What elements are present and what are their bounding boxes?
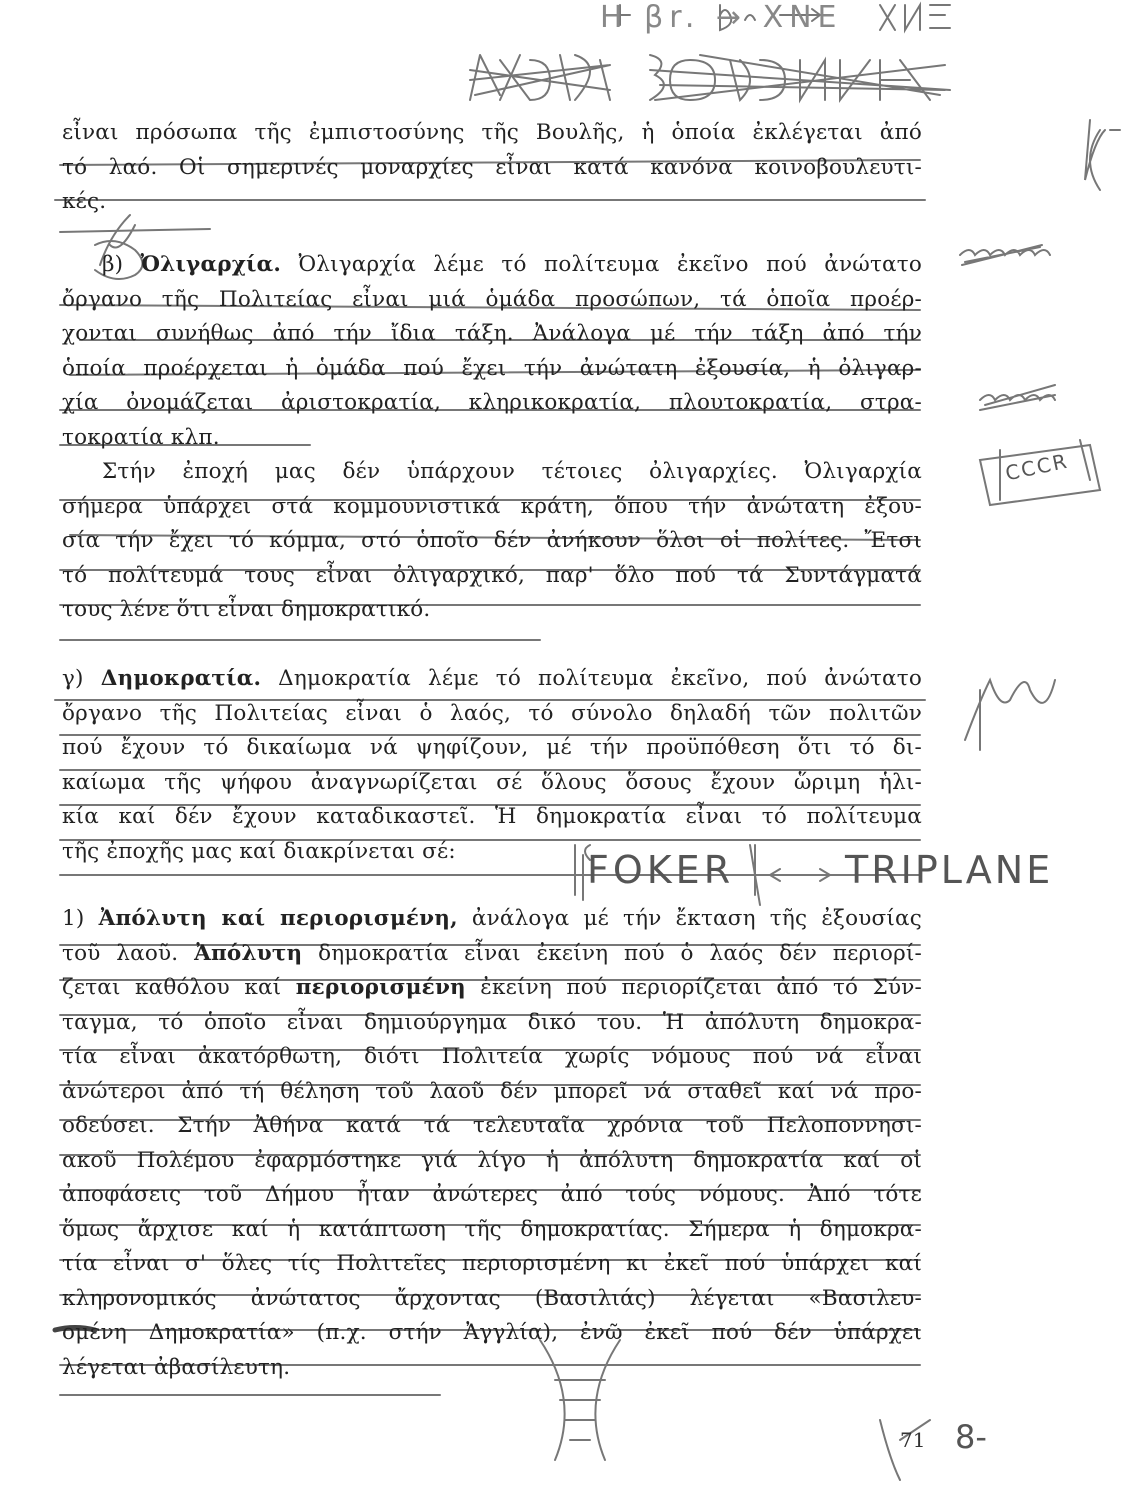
section-heading-line <box>62 248 922 283</box>
text-line: τοκρατία κλπ. <box>62 424 220 450</box>
text-line <box>62 937 922 972</box>
text-line: κληρονομικός ἀνώτατος ἄρχοντας (Βασιλιάς) λέγεται «Βασιλευ- <box>62 1285 922 1311</box>
text-line <box>62 971 922 1006</box>
text-line: ταγμα, τό ὁποῖο εἶναι δημιούργημα δικό του. Ἡ ἀπόλυτη δημοκρα- <box>62 1009 922 1035</box>
section-heading-line <box>62 662 922 697</box>
text-line: ἀποφάσεις τοῦ Δήμου ἦταν ἀνώτερες ἀπό τούς νόμους. Ἀπό τότε <box>62 1182 922 1207</box>
section-democracy <box>62 662 922 869</box>
text-line: τῆς ἐποχῆς μας καί διακρίνεται σέ: <box>62 838 456 864</box>
text-line: πού ἔχουν τό δικαίωμα νά ψηφίζουν, μέ τήν προϋπόθεση ὅτι τό δι- <box>62 735 922 760</box>
text-line: Στήν ἐποχή μας δέν ὑπάρχουν τέτοιες ὀλιγαρχίες. Ὀλιγαρχία <box>102 459 922 484</box>
bold-term: περιορισμένη <box>295 975 466 1000</box>
section-heading: Ἀπόλυτη καί περιορισμένη, <box>98 906 458 931</box>
text-fragment: ἐκείνη πού περιορίζεται ἀπό τό Σύν- <box>465 975 923 1000</box>
section-label: γ) <box>62 666 84 691</box>
section-heading: Δημοκρατία. <box>100 666 262 691</box>
foker-note: FOKER <box>587 848 735 892</box>
text-line: σήμερα ὑπάρχει στά κομμουνιστικά κράτη, ὅπου τήν ἀνώτατη ἐξου- <box>62 493 922 519</box>
text-line: οδεύσει. Στήν Ἀθήνα κατά τά τελευταῖα χρόνια τοῦ Πελοποννησι- <box>62 1113 922 1138</box>
text-line: τία εἶναι ἀκατόρθωτη, διότι Πολιτεία χωρίς νόμους πού νά εἶναι <box>62 1044 922 1069</box>
text-line: εἶναι πρόσωπα τῆς ἐμπιστοσύνης τῆς Βουλῆς, ἡ ὁποία ἐκλέγεται ἀπό <box>62 120 922 145</box>
bold-term: Ἀπόλυτη <box>194 940 303 966</box>
paragraph-intro <box>62 116 922 220</box>
text-line: ὄργανο τῆς Πολιτείας εἶναι ὁ λαός, τό σύνολο δηλαδή τῶν πολιτῶν <box>62 700 922 726</box>
text-line: καίωμα τῆς ψήφου ἀναγνωρίζεται σέ ὅλους ὅσους ἔχουν ὥριμη ἡλι- <box>62 769 922 795</box>
text-fragment: ἀνάλογα μέ τήν ἔκταση τῆς ἐξουσίας <box>457 906 922 931</box>
text-line: ὅμως ἄρχισε καί ἡ κατάπτωση τῆς δημοκρατίας. Σήμερα ἡ δημοκρα- <box>62 1216 922 1242</box>
text-line: ὁποία προέρχεται ἡ ὁμάδα πού ἔχει τήν ἀνώτατη ἐξουσία, ἡ ὀλιγαρ- <box>62 355 922 381</box>
text-fragment: Ὀλιγαρχία λέμε τό πολίτευμα ἐκεῖνο πού ἀνώτατο <box>281 252 923 277</box>
text-line: τό πολίτευμά τους εἶναι ὀλιγαρχικό, παρ' ὅλο πού τά Συντάγματά <box>62 562 922 588</box>
text-line: σία τήν ἔχει τό κόμμα, στό ὁποῖο δέν ἀνήκουν ὅλοι οἱ πολίτες. Ἔτσι <box>62 528 922 553</box>
section-absolute-limited <box>62 902 922 1385</box>
text-line: ἀνώτεροι ἀπό τή θέληση τοῦ λαοῦ δέν μπορεῖ νά σταθεῖ καί νά προ- <box>62 1078 922 1104</box>
cccr-note: CCCR <box>1003 448 1071 486</box>
top-note: H βr. → ΧΝΕ <box>600 0 843 35</box>
text-line: τους λένε ὅτι εἶναι δημοκρατικό. <box>62 597 431 622</box>
text-fragment: τοῦ λαοῦ. <box>62 940 195 966</box>
section-label: β) <box>102 252 124 277</box>
text-fragment: δημοκρατία εἶναι ἐκείνη πού ὁ λαός δέν περιορί- <box>302 940 922 966</box>
text-line: ακοῦ Πολέμου ἐφαρμόστηκε γιά λίγο ἡ ἀπόλυτη δημοκρατία καί οἱ <box>62 1147 922 1173</box>
text-line: ομένη Δημοκρατία» (π.χ. στήν Ἀγγλία), ἐνῶ ἐκεῖ πού δέν ὑπάρχει <box>62 1320 922 1345</box>
text-line: ὄργανο τῆς Πολιτείας εἶναι μιά ὁμάδα προσώπων, τά ὁποῖα προέρ- <box>62 286 922 312</box>
text-line: χονται συνήθως ἀπό τήν ἴδια τάξη. Ἀνάλογα μέ τήν τάξη ἀπό τήν <box>62 321 922 346</box>
page-number: 71 <box>900 1428 926 1452</box>
section-label: 1) <box>62 906 99 931</box>
text-line: τία εἶναι σ' ὅλες τίς Πολιτεῖες περιορισμένη κι ἐκεῖ πού ὑπάρχει καί <box>62 1251 922 1276</box>
text-fragment: Δημοκρατία λέμε τό πολίτευμα ἐκεῖνο, πού ἀνώτατο <box>261 666 922 691</box>
bottom-mark: 8- <box>955 1418 987 1456</box>
triplane-note: TRIPLANE <box>845 848 1054 892</box>
text-line: κές. <box>62 189 107 214</box>
text-line: κία καί δέν ἔχουν καταδικαστεῖ. Ἡ δημοκρατία εἶναι τό πολίτευμα <box>62 804 922 829</box>
section-heading: Ὀλιγαρχία. <box>140 252 282 277</box>
text-line: χία ὀνομάζεται ἀριστοκρατία, κληρικοκρατία, πλουτοκρατία, στρα- <box>62 390 922 415</box>
text-line: τό λαό. Οἱ σημερινές μοναρχίες εἶναι κατά κανόνα κοινοβουλευτι- <box>62 154 922 180</box>
section-heading-line <box>62 902 922 937</box>
text-line: λέγεται ἀβασίλευτη. <box>62 1354 291 1380</box>
section-oligarchy <box>62 248 922 628</box>
text-fragment: ζεται καθόλου καί <box>62 975 296 1000</box>
